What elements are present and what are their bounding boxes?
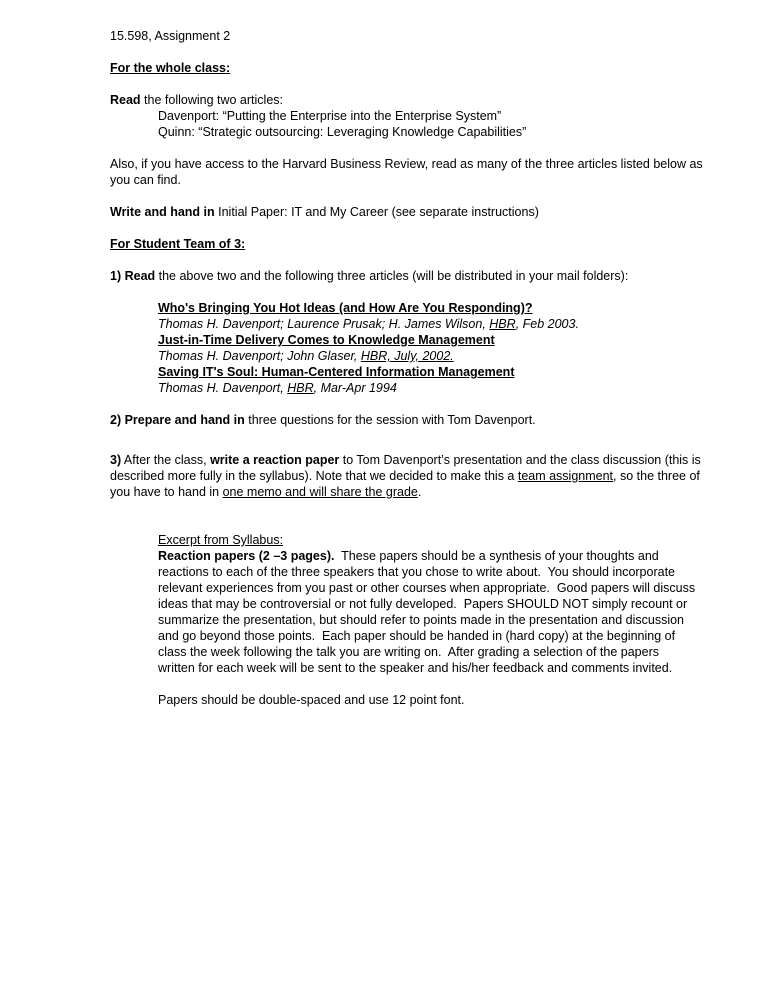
excerpt-body bbox=[158, 548, 698, 676]
step2-bold: 2) Prepare and hand in bbox=[110, 413, 245, 427]
reading-date: , Feb 2003. bbox=[515, 317, 579, 331]
reading-title: Just-in-Time Delivery Comes to Knowledge Management bbox=[158, 333, 495, 347]
step1-rest: the above two and the following three articles (will be distributed in your mail folders): bbox=[155, 269, 629, 283]
excerpt-bold-lead: Reaction papers (2 –3 pages). bbox=[158, 549, 335, 563]
reading-authors bbox=[158, 348, 710, 364]
step2-instruction bbox=[110, 412, 710, 428]
step3-text-a: After the class, bbox=[121, 453, 211, 467]
excerpt-heading: Excerpt from Syllabus: bbox=[158, 533, 284, 547]
document-page bbox=[110, 28, 710, 708]
whole-class-heading: For the whole class: bbox=[110, 61, 231, 75]
reading-date: , Mar-Apr 1994 bbox=[313, 381, 397, 395]
team-readings-list bbox=[110, 300, 710, 396]
syllabus-excerpt bbox=[110, 532, 698, 708]
step3-underline-memo: one memo and will share the grade bbox=[222, 485, 418, 499]
reading-title: Who's Bringing You Hot Ideas (and How Are You Responding)? bbox=[158, 301, 533, 315]
article-quinn: Quinn: “Strategic outsourcing: Leveraging Knowledge Capabilities” bbox=[158, 125, 527, 139]
step3-instruction bbox=[110, 452, 710, 500]
step1-instruction bbox=[110, 268, 710, 284]
step3-bold: write a reaction paper bbox=[210, 453, 340, 467]
step3-text-d: . bbox=[417, 485, 422, 499]
reading-authors-text: Thomas H. Davenport; Laurence Prusak; H. James Wilson, bbox=[158, 317, 490, 331]
reading-authors-text: Thomas H. Davenport; John Glaser, bbox=[158, 349, 361, 363]
step3-number: 3) bbox=[110, 453, 122, 467]
excerpt-body-text: These papers should be a synthesis of your thoughts and reactions to each of the three speakers that you chose to write about. You should incorporate relevant experiences from you past or other courses when appropriate. Good papers will discuss ideas that may be controversial or not fully developed. Papers SHOULD NOT simply recount or summarize the presentation, but should refer to points made in the presentation and discussion and go beyond those points. Each paper should be handed in (hard copy) at the beginning of class the week following the talk you are writing on. After grading a selection of the papers written for each week will be sent to the speaker and his/her feedback and comments invited. bbox=[158, 549, 699, 675]
also-paragraph: Also, if you have access to the Harvard Business Review, read as many of the three articles listed below as you can find. bbox=[110, 157, 703, 187]
write-bold: Write and hand in bbox=[110, 205, 215, 219]
reading-authors bbox=[158, 316, 710, 332]
step1-bold: 1) Read bbox=[110, 269, 156, 283]
reading-authors-text: Thomas H. Davenport, bbox=[158, 381, 288, 395]
step3-text-b: to Tom Davenport’s presentation and the class discussion (this is described more fully in the syllabus). Note that we decided to make this a bbox=[110, 453, 701, 483]
team-heading: For Student Team of 3: bbox=[110, 237, 246, 251]
step2-rest: three questions for the session with Tom Davenport. bbox=[244, 413, 536, 427]
excerpt-footer: Papers should be double-spaced and use 12 point font. bbox=[158, 693, 465, 707]
step3-text-c: , so the three of you have to hand in bbox=[110, 469, 700, 499]
reading-authors bbox=[158, 380, 710, 396]
reading-title: Saving IT's Soul: Human-Centered Information Management bbox=[158, 365, 515, 379]
write-rest: Initial Paper: IT and My Career (see separate instructions) bbox=[214, 205, 539, 219]
read-instruction bbox=[110, 92, 710, 108]
reading-source: HBR, July, 2002. bbox=[360, 349, 454, 363]
page-header: 15.598, Assignment 2 bbox=[110, 29, 231, 43]
write-instruction bbox=[110, 204, 710, 220]
step3-underline-team: team assignment bbox=[517, 469, 614, 483]
reading-source: HBR bbox=[287, 381, 314, 395]
read-rest: the following two articles: bbox=[140, 93, 284, 107]
read-bold: Read bbox=[110, 93, 141, 107]
article-davenport: Davenport: “Putting the Enterprise into the Enterprise System” bbox=[158, 109, 502, 123]
reading-source: HBR bbox=[489, 317, 516, 331]
